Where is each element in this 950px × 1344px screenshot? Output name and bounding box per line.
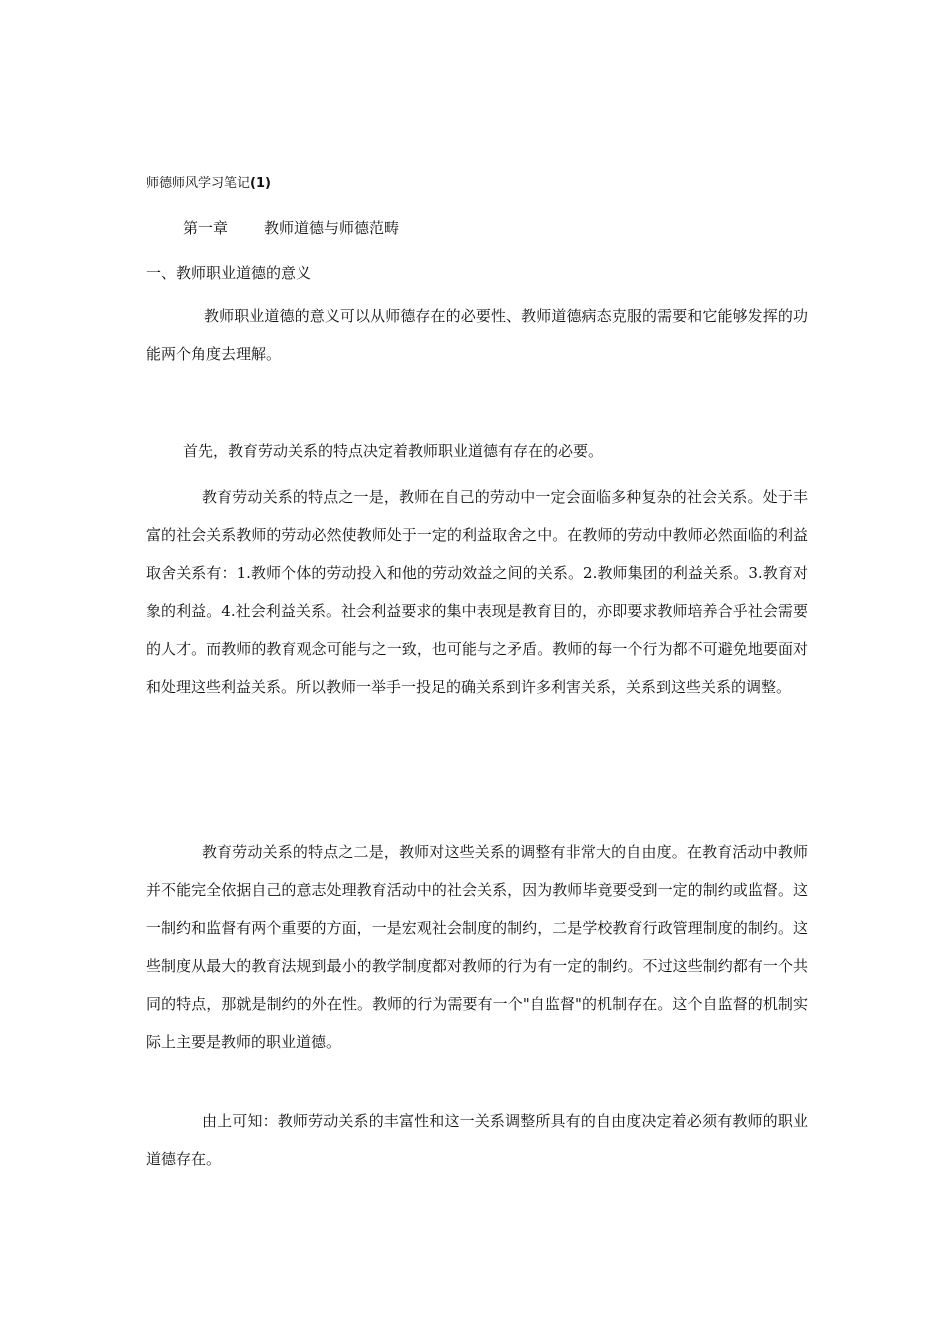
- chapter-number: 第一章: [183, 219, 229, 237]
- paragraph-2: 首先，教育劳动关系的特点决定着教师职业道德有存在的必要。: [183, 442, 604, 460]
- title-number: (1): [250, 176, 271, 191]
- paragraph-3: 教育劳动关系的特点之一是，教师在自己的劳动中一定会面临多种复杂的社会关系。处于丰富的社会关系教师的劳动必然使教师处于一定的利益取舍之中。在教师的劳动中教师必然面临的利益取舍关系有：1.教师个体的劳动投入和他的劳动效益之间的关系。2.教师集团的利益关系。3.教育对象的利益。4.社会利益关系。社会利益要求的集中表现是教育目的，亦即要求教师培养合乎社会需要的人才。而教师的教育观念可能与之一致，也可能与之矛盾。教师的每一个行为都不可避免地要面对和处理这些利益关系。所以教师一举手一投足的确关系到许多利害关系，关系到这些关系的调整。: [146, 488, 808, 696]
- paragraph-1: 教师职业道德的意义可以从师德存在的必要性、教师道德病态克服的需要和它能够发挥的功能两个角度去理解。: [146, 307, 808, 363]
- document-title: [146, 174, 271, 194]
- title-text: 师德师风学习笔记: [146, 176, 251, 191]
- section-heading: 一、教师职业道德的意义: [146, 264, 312, 282]
- paragraph-4: 教育劳动关系的特点之二是，教师对这些关系的调整有非常大的自由度。在教育活动中教师并不能完全依据自己的意志处理教育活动中的社会关系，因为教师毕竟要受到一定的制约或监督。这一制约和监督有两个重要的方面，一是宏观社会制度的制约，二是学校教育行政管理制度的制约。这些制度从最大的教育法规到最小的教学制度都对教师的行为有一定的制约。不过这些制约都有一个共同的特点，那就是制约的外在性。教师的行为需要有一个"自监督"的机制存在。这个自监督的机制实际上主要是教师的职业道德。: [146, 843, 808, 1051]
- chapter-heading: [183, 217, 399, 239]
- paragraph-5: 由上可知：教师劳动关系的丰富性和这一关系调整所具有的自由度决定着必须有教师的职业道德存在。: [146, 1112, 808, 1168]
- chapter-title: 教师道德与师德范畴: [264, 219, 400, 237]
